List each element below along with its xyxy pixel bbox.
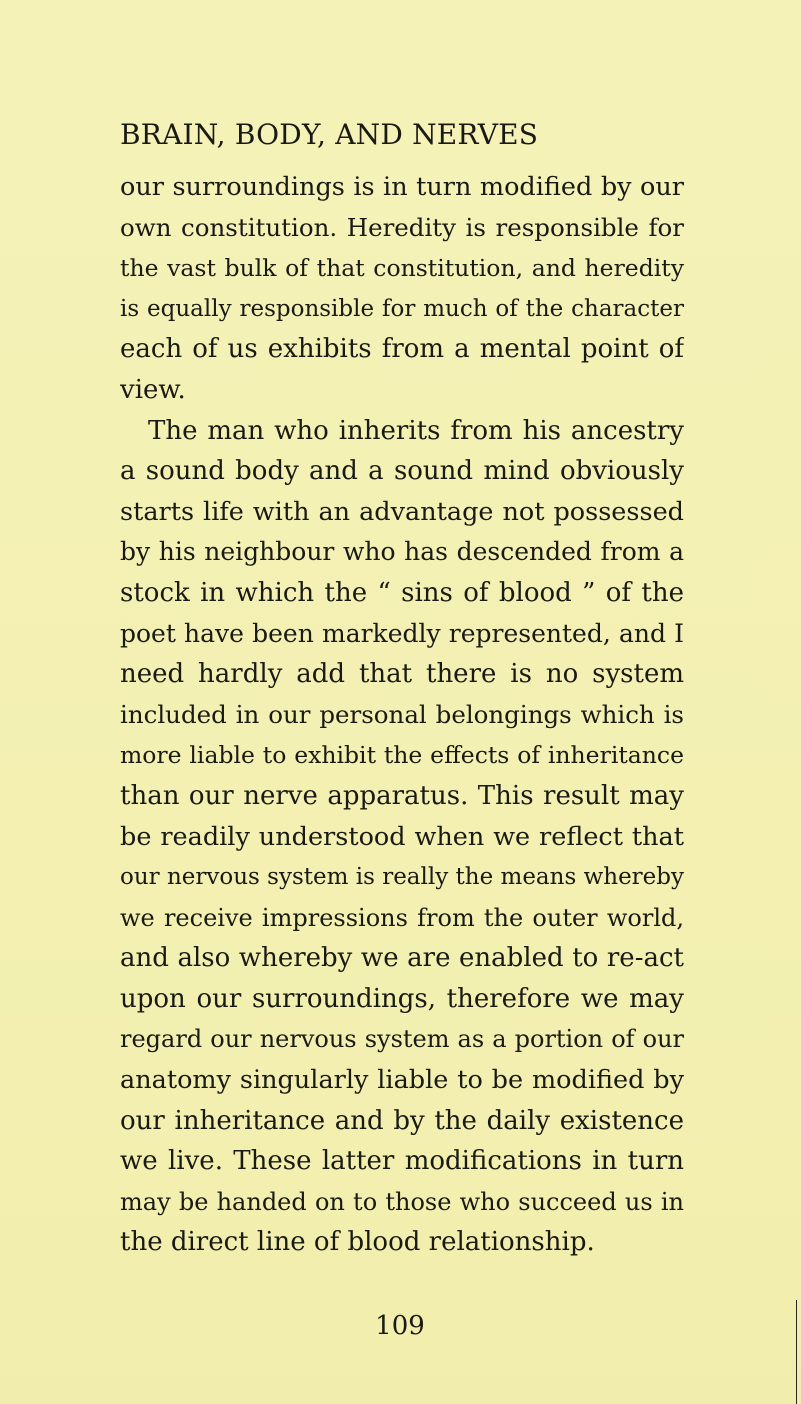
running-head: BRAIN, BODY, AND NERVES bbox=[120, 118, 539, 151]
text-line: our surroundings is in turn modified by our bbox=[120, 172, 684, 202]
text-line: and also whereby we are enabled to re-act bbox=[120, 943, 684, 974]
text-line: our nervous system is really the means whereby bbox=[120, 864, 684, 891]
text-line: the direct line of blood relationship. bbox=[120, 1227, 595, 1258]
text-line: we receive impressions from the outer world, bbox=[120, 903, 684, 932]
text-line: upon our surroundings, therefore we may bbox=[120, 983, 684, 1014]
page-number: 109 bbox=[375, 1311, 425, 1341]
text-line: is equally responsible for much of the character bbox=[120, 295, 684, 322]
text-line: than our nerve apparatus. This result may bbox=[120, 780, 684, 811]
text-line: more liable to exhibit the effects of inheritance bbox=[120, 741, 684, 770]
text-line: regard our nervous system as a portion of our bbox=[120, 1025, 684, 1054]
text-line: stock in which the “ sins of blood ” of the bbox=[120, 577, 684, 608]
text-line: may be handed on to those who succeed us in bbox=[120, 1187, 684, 1216]
text-line: poet have been markedly represented, and I bbox=[120, 618, 684, 648]
text-line: view. bbox=[120, 374, 186, 405]
body-text bbox=[120, 167, 684, 1263]
text-line: our inheritance and by the daily existence bbox=[120, 1105, 684, 1136]
text-line: a sound body and a sound mind obviously bbox=[120, 456, 684, 487]
text-line: starts life with an advantage not possessed bbox=[120, 496, 684, 527]
text-line: we live. These latter modifications in turn bbox=[120, 1146, 684, 1177]
text-line: anatomy singularly liable to be modified by bbox=[120, 1065, 684, 1096]
text-line: own constitution. Heredity is responsible for bbox=[120, 212, 684, 242]
text-line: need hardly add that there is no system bbox=[120, 659, 684, 690]
text-line: included in our personal belongings which is bbox=[120, 699, 684, 729]
text-line: The man who inherits from his ancestry bbox=[148, 415, 684, 446]
text-line: each of us exhibits from a mental point of bbox=[120, 334, 684, 365]
text-line: be readily understood when we reflect that bbox=[120, 821, 684, 852]
page-edge-line bbox=[796, 1300, 797, 1404]
text-line: the vast bulk of that constitution, and heredity bbox=[120, 254, 684, 283]
text-line: by his neighbour who has descended from a bbox=[120, 537, 684, 567]
